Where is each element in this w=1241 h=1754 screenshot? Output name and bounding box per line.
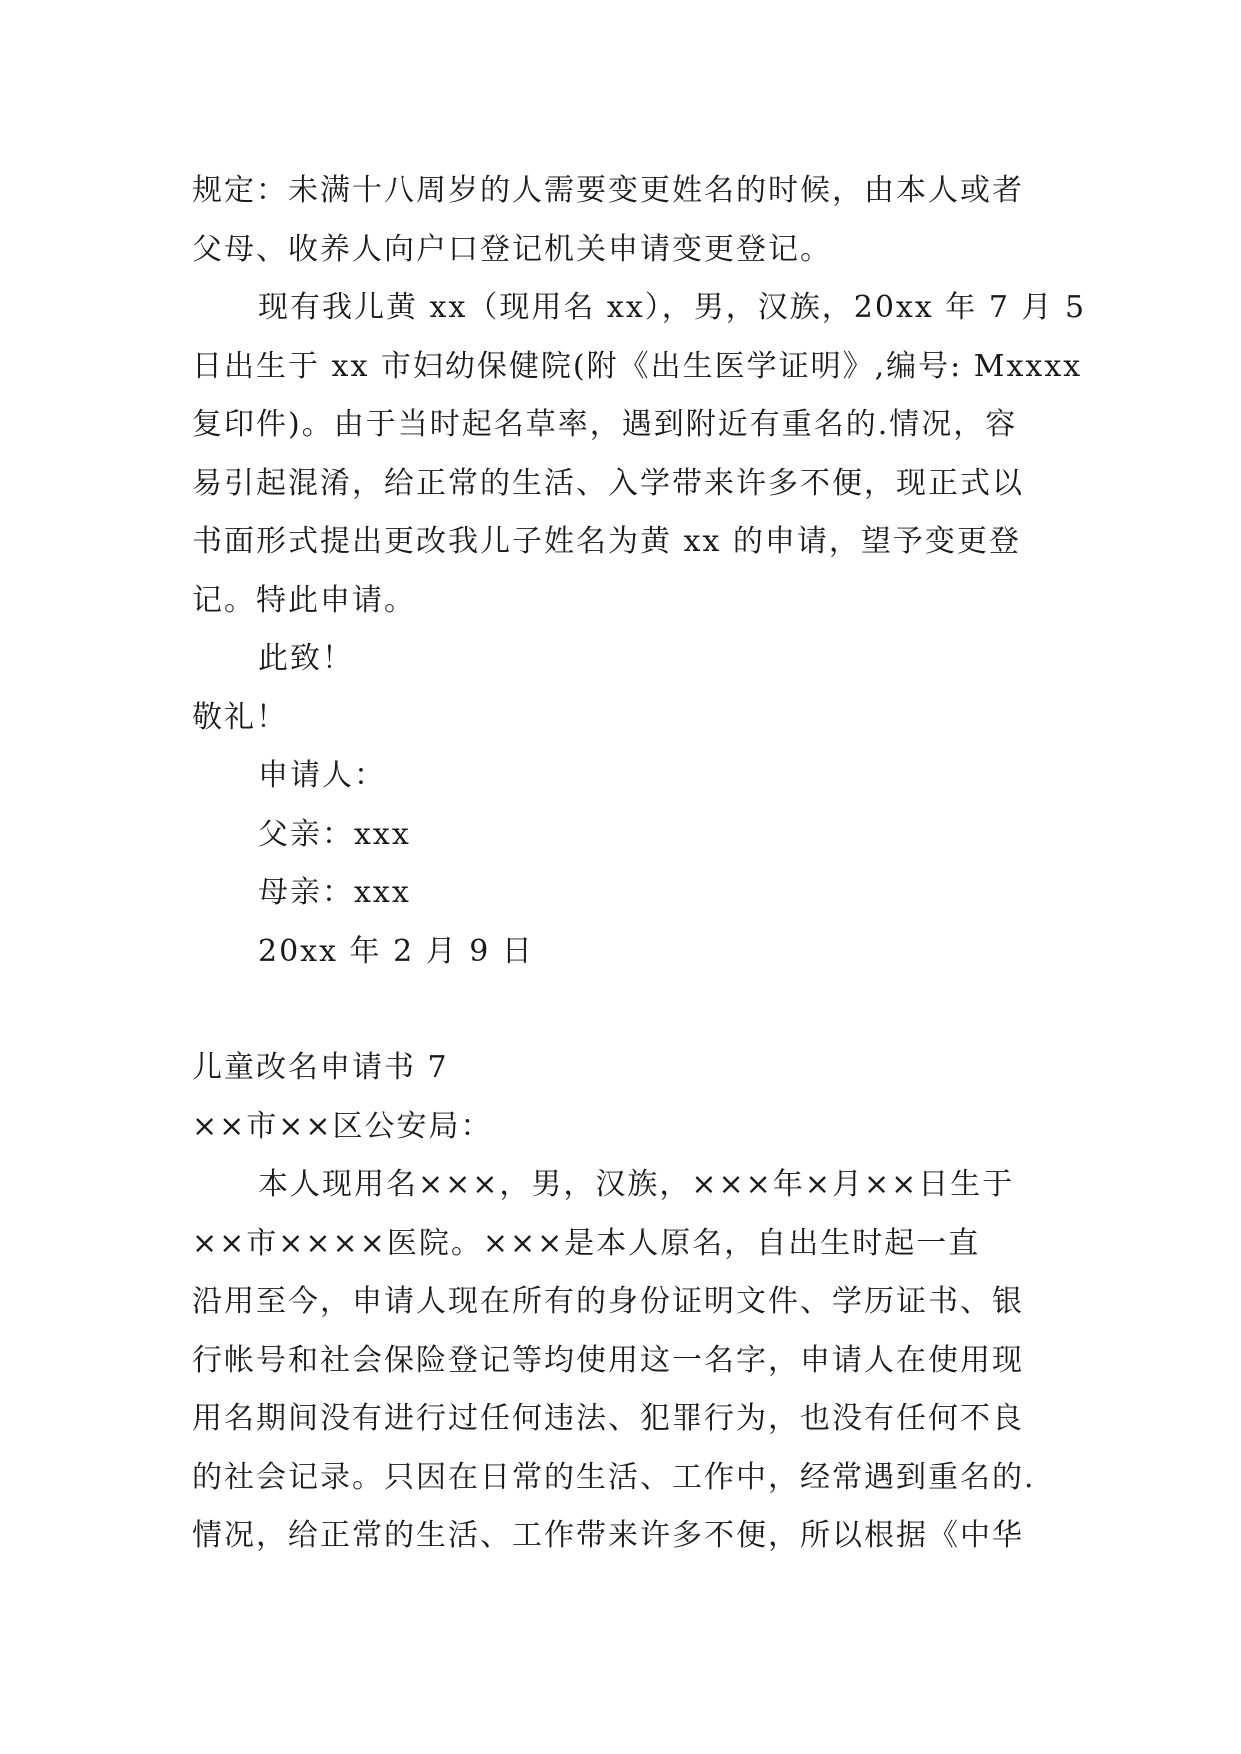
- section-gap: [192, 981, 1062, 1039]
- body-line: 行帐号和社会保险登记等均使用这一名字，申请人在使用现: [192, 1342, 1024, 1378]
- father-signature: 父亲：xxx: [258, 816, 411, 852]
- body-line: 书面形式提出更改我儿子姓名为黄 xx 的申请，望予变更登: [192, 524, 1021, 559]
- body-line: 日出生于 xx 市妇幼保健院(附《出生医学证明》,编号: Mxxxx: [192, 348, 1083, 384]
- closing-text: 此致！: [258, 641, 354, 676]
- section-title: 儿童改名申请书 7: [192, 1050, 449, 1085]
- date-line: 20xx 年 2 月 9 日: [258, 933, 534, 969]
- body-line: 的社会记录。只因在日常的生活、工作中，经常遇到重名的.: [192, 1459, 1036, 1495]
- applicant-label: 申请人：: [258, 758, 386, 793]
- mother-signature: 母亲：xxx: [258, 875, 411, 910]
- body-line: 复印件)。由于当时起名草率，遇到附近有重名的.情况，容: [192, 407, 1018, 442]
- document-page: [192, 162, 1087, 1566]
- paragraph-start: 现有我儿黄 xx（现用名 xx），男，汉族，20xx 年 7 月 5: [258, 290, 1087, 325]
- paragraph-start: 本人现用名×××，男，汉族，×××年×月××日生于: [258, 1167, 1015, 1202]
- addressee: ××市××区公安局：: [192, 1108, 493, 1144]
- body-line: ××市××××医院。×××是本人原名，自出生时起一直: [192, 1225, 981, 1261]
- salute-text: 敬礼！: [192, 699, 288, 735]
- body-line: 沿用至今，申请人现在所有的身份证明文件、学历证书、银: [192, 1284, 1024, 1319]
- body-line: 易引起混淆，给正常的生活、入学带来许多不便，现正式以: [192, 465, 1024, 501]
- body-line: 情况，给正常的生活、工作带来许多不便，所以根据《中华: [192, 1518, 1024, 1553]
- body-line: 记。特此申请。: [192, 582, 416, 618]
- body-line: 父母、收养人向户口登记机关申请变更登记。: [192, 231, 832, 267]
- body-line: 规定：未满十八周岁的人需要变更姓名的时候，由本人或者: [192, 173, 1024, 208]
- body-line: 用名期间没有进行过任何违法、犯罪行为，也没有任何不良: [192, 1401, 1024, 1436]
